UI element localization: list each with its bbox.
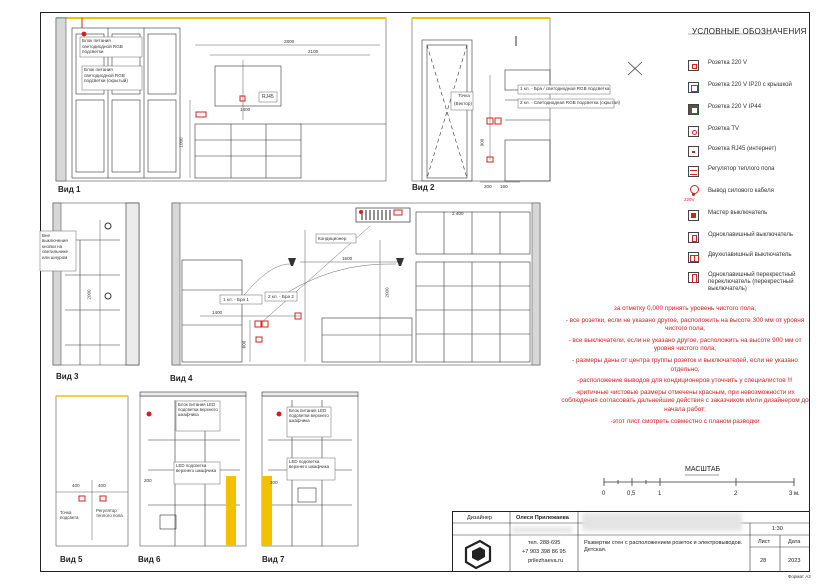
- legend-item-tv: Розетка TV: [688, 126, 813, 144]
- v3-callout-switch: Вне выключения кнопки на светильнике или шнуром: [42, 233, 69, 260]
- scale-tick-05: 0,5: [627, 491, 636, 497]
- v7-callout-psu: Блок питания LED подсветки верхнего шкафчика: [289, 408, 329, 424]
- v1-dim-2800: 2800: [284, 39, 295, 44]
- v2-callout-point: Точка: [458, 93, 470, 98]
- floor-heating-icon: [688, 166, 699, 177]
- scale-value: 1:30: [772, 526, 783, 532]
- legend-item-floor: Регулятор теплого пола: [688, 166, 813, 184]
- view-7-label: Вид 7: [262, 555, 285, 564]
- v5-callout-point: Точка подсвета: [60, 510, 79, 521]
- v2-callout-key2: 2 кл. - Светодиодная RGB подсветка (скрытая): [520, 100, 621, 105]
- note-4: - размеры даны от центра группы розеток и выключателей, если не указано отдельно;: [572, 356, 798, 373]
- v4-dim-1400: 1400: [212, 310, 223, 315]
- v2-callout-vector: (Вектор): [454, 101, 472, 106]
- socket-icon: [688, 60, 699, 71]
- scale-tick-3: 3 м.: [789, 491, 800, 497]
- scale-bar: [604, 478, 794, 486]
- scale-tick-1: 1: [658, 491, 662, 497]
- legend-item-socket: Розетка 220 V: [688, 60, 813, 78]
- v1-callout-rgb-psu: Блок питания светодиодной RGB подсветки: [82, 38, 123, 54]
- note-5: -расположение выводов для кондиционеров уточнить у специалистов !!!: [577, 377, 793, 385]
- note-3: - все выключатели, если не указано другое, расположить на высоте 900 мм от уровня чистого пола;: [568, 336, 802, 353]
- legend-item-power: 220V Вывод силового кабеля: [688, 188, 813, 206]
- v4-ac-label: Кондиционер: [318, 236, 347, 241]
- v5-dim-400b: 400: [98, 483, 106, 488]
- designer-phone-2: +7 903 398 86 95: [522, 549, 566, 555]
- v1-dim-1400: 1400: [240, 107, 251, 112]
- date-label: Дата: [788, 539, 801, 545]
- v6-callout-psu: Блок питания LED подсветки верхнего шкафчика: [178, 402, 218, 418]
- v2-dim-900: 900: [479, 138, 485, 147]
- sheet-year: 2023: [788, 558, 801, 564]
- v1-callout-rgb-hidden: Блок питания светодиодной RGB подсветки (скрытый): [84, 67, 128, 83]
- legend-item-socket-lid: Розетка 220 V IP20 с крышкой: [688, 82, 813, 100]
- v5-callout-floor: Регулятор теплого пола: [96, 508, 123, 519]
- socket-ip44-icon: [688, 104, 699, 115]
- legend-item-double: Двухклавишный выключатель: [688, 252, 813, 270]
- v2-dim-200: 200: [484, 184, 492, 189]
- v5-dim-400a: 400: [72, 483, 80, 488]
- double-switch-icon: [688, 252, 699, 263]
- note-2: - все розетки, если не указано другое, расположить на высоте 300 мм от уровня чистого пола;: [565, 316, 805, 333]
- v4-callout-key2: 2 кл. - Бра 2: [268, 294, 294, 299]
- v4-dim-1600: 1600: [342, 256, 353, 261]
- sheet-title: Развертки стен с расположением розеток и электровыводов. Детская.: [584, 540, 743, 553]
- v1-dim-1000: 1000: [178, 137, 184, 148]
- view-4-label: Вид 4: [170, 374, 193, 383]
- designer-phone-1: тел. 288-695: [528, 540, 561, 546]
- v4-callout-key1: 1 кл. - Бра 1: [223, 297, 249, 302]
- rj45-socket-icon: [688, 146, 699, 157]
- legend-item-pass: Одноклавишный перекрестный переключатель (перекрестный выключатель): [688, 272, 813, 298]
- v6-dim-200: 200: [144, 478, 152, 483]
- socket-lid-icon: [688, 82, 699, 93]
- legend-title: УСЛОВНЫЕ ОБОЗНАЧЕНИЯ: [692, 27, 807, 36]
- scale-tick-2: 2: [734, 491, 738, 497]
- sheet-label: Лист: [758, 539, 771, 545]
- v1-dim-2100: 2100: [308, 49, 319, 54]
- scale-tick-0: 0: [602, 491, 606, 497]
- legend-item-socket-ip44: Розетка 220 V IP44: [688, 104, 813, 122]
- note-7: -этот лист смотреть совместно с планом разводки: [610, 417, 760, 425]
- v6-callout-led: LED подсветка верхнего шкафчика: [176, 463, 217, 474]
- view-4-drawing: [172, 203, 540, 365]
- view-2-label: Вид 2: [412, 183, 435, 192]
- legend-item-single: Одноклавишный выключатель: [688, 232, 813, 250]
- v4-dim-2400: 2 400: [452, 211, 464, 216]
- legend-item-master: Мастер выключатель: [688, 210, 813, 228]
- designer-label: Дизайнер: [467, 515, 493, 521]
- note-1: за отметку 0,000 принять уровень чистого пола;: [613, 305, 757, 312]
- view-6-label: Вид 6: [138, 555, 161, 564]
- single-switch-icon: [688, 232, 699, 243]
- view-5-drawing: [56, 396, 128, 546]
- general-notes: [560, 305, 810, 429]
- v1-rj45-label: RJ45: [262, 94, 274, 100]
- v4-dim-600: 600: [241, 340, 247, 349]
- designer-site: prilezhaeva.ru: [528, 558, 564, 564]
- tv-socket-icon: [688, 126, 699, 137]
- air-conditioner-icon: [356, 208, 410, 222]
- pass-switch-icon: [688, 272, 699, 283]
- v7-callout-led: LED подсветка верхнего шкафчика: [289, 459, 330, 470]
- note-6: -критичные чистовые размеры отмечены красным, при невозможности их соблюдения согласовать дальнейшие действия с заказчиком и/или дизайнером до начала работ;: [561, 388, 809, 413]
- v4-dim-2000: 2000: [384, 287, 390, 298]
- v2-dim-160: 160: [500, 184, 508, 189]
- view-3-drawing: [53, 203, 139, 365]
- designer-name: Олеся Прилежаева: [516, 515, 569, 521]
- sheet-number: 28: [760, 558, 767, 564]
- paper-format: Формат А3: [788, 574, 811, 579]
- master-switch-icon: [688, 210, 699, 221]
- view-3-label: Вид 3: [56, 372, 79, 381]
- v3-dim-2000: 2000: [86, 289, 92, 300]
- legend-item-rj45: Розетка RJ45 (интернет): [688, 146, 813, 164]
- view-5-label: Вид 5: [60, 555, 83, 564]
- view-1-label: Вид 1: [58, 185, 81, 194]
- v2-callout-key1: 1 кл. - Бра / светодиодная RGB подсветка: [520, 86, 610, 91]
- scale-title: МАСШТАБ: [685, 466, 721, 473]
- v7-dim-200: 200: [270, 480, 278, 485]
